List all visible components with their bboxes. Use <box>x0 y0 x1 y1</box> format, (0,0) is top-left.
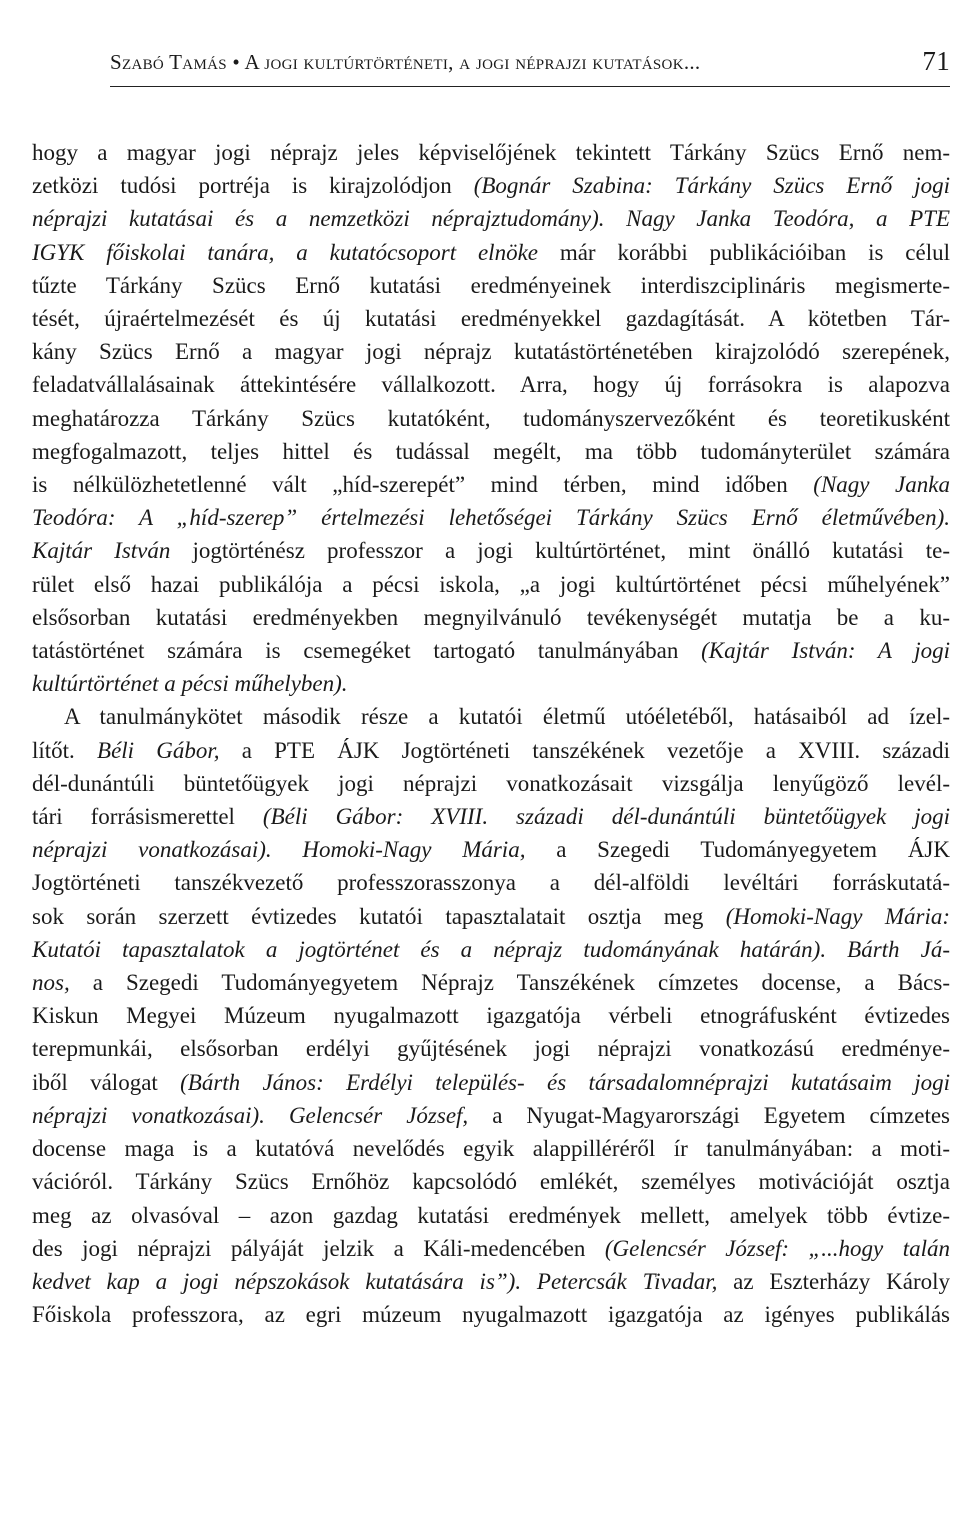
italic-text-run: Kajtár István <box>32 538 171 564</box>
text-run: lítőt. <box>32 737 98 763</box>
text-run: a Nyugat-Magyarországi Egyetem címzetes <box>468 1102 950 1128</box>
text-run: dél-dunántúli büntetőügyek jogi néprajzi vonatkozásait vizsgálja lenyűgöző levél- <box>32 770 950 796</box>
text-run: terepmunkái, elsősorban erdélyi gyűjtésének jogi néprajzi vonatkozású eredménye- <box>32 1036 950 1062</box>
text-run: is nélkülözhetetlenné vált „híd-szerepét” mind térben, mind időben <box>32 472 814 498</box>
text-run: zetközi tudósi portréja is kirajzolódjon <box>32 173 474 199</box>
text-run: vációról. Tárkány Szücs Ernőhöz kapcsolódó emlékét, személyes motivációját osztja <box>32 1169 950 1195</box>
text-line <box>32 202 950 235</box>
italic-text-run: (Nagy Janka <box>813 472 950 498</box>
text-line <box>32 700 950 733</box>
text-line <box>32 435 950 468</box>
italic-text-run: (Bognár Szabina: Tárkány Szücs Ernő jogi <box>473 173 950 199</box>
text-line <box>32 1232 950 1265</box>
italic-text-run: (Kajtár István: A jogi <box>701 638 950 664</box>
text-line <box>32 1032 950 1065</box>
text-line <box>32 900 950 933</box>
text-line <box>32 236 950 269</box>
text-line <box>32 1099 950 1132</box>
italic-text-run: néprajzi vonatkozásai). Gelencsér József, <box>32 1102 469 1128</box>
text-line <box>32 1066 950 1099</box>
text-line <box>32 1165 950 1198</box>
italic-text-run: Teodóra: A „híd-szerep” értelmezési lehetőségei Tárkány Szücs Ernő életművében). <box>32 505 950 531</box>
text-line <box>32 368 950 401</box>
body-text <box>32 136 950 1331</box>
text-run: tári forrásismerettel <box>32 804 263 830</box>
text-line <box>32 601 950 634</box>
text-run: meghatározza Tárkány Szücs kutatóként, tudományszervezőként és teoretikusként <box>32 405 950 431</box>
text-run: tését, újraértelmezését és új kutatási eredményekkel gazdagítását. A kötetben Tár- <box>32 306 950 332</box>
text-line <box>32 1132 950 1165</box>
text-run: a PTE ÁJK Jogtörténeti tanszékének vezetője a XVIII. századi <box>219 737 950 763</box>
italic-text-run: nos, <box>32 970 70 996</box>
text-line <box>32 169 950 202</box>
text-run: meg az olvasóval – azon gazdag kutatási eredmények mellett, amelyek több évtize- <box>32 1202 950 1228</box>
italic-text-run: IGYK főiskolai tanára, a kutatócsoport elnöke <box>32 239 538 265</box>
text-run: kány Szücs Ernő a magyar jogi néprajz kutatástörténetében kirajzolódó szerepének, <box>32 339 950 365</box>
text-line <box>32 833 950 866</box>
italic-text-run: kultúrtörténet a pécsi műhelyben). <box>32 671 348 697</box>
text-line <box>32 501 950 534</box>
text-run: des jogi néprajzi pályáját jelzik a Káli-medencében <box>32 1235 605 1261</box>
text-run: docense maga is a kutatóvá nevelődés egyik alappilléréről ír tanulmányában: a moti- <box>32 1136 950 1162</box>
text-run: a Szegedi Tudományegyetem Néprajz Tanszékének címzetes docense, a Bács- <box>69 970 950 996</box>
text-run: Főiskola professzora, az egri múzeum nyugalmazott igazgatója az igényes publikálás <box>32 1302 950 1328</box>
header-rule <box>110 86 950 87</box>
text-line <box>32 402 950 435</box>
text-run: sok során szerzett évtizedes kutatói tapasztalatait osztja meg <box>32 903 726 929</box>
italic-text-run: néprajzi vonatkozásai). Homoki-Nagy Mária, <box>32 837 526 863</box>
text-line <box>32 800 950 833</box>
text-line <box>32 568 950 601</box>
page-number: 71 <box>922 46 950 76</box>
text-line <box>32 269 950 302</box>
text-line <box>32 667 950 700</box>
text-run: feladatvállalásainak áttekintésére vállalkozott. Arra, hogy új forrásokra is alapozva <box>32 372 950 398</box>
text-line <box>32 534 950 567</box>
text-line <box>32 999 950 1032</box>
text-run: az Eszterházy Károly <box>717 1268 950 1294</box>
text-line <box>32 302 950 335</box>
text-run: tatástörténet számára is csemegéket tartogató tanulmányában <box>32 638 702 664</box>
italic-text-run: Kutatói tapasztalatok a jogtörténet és a néprajz tudományának határán). Bárth Já- <box>32 936 950 962</box>
text-line <box>32 468 950 501</box>
text-line <box>32 335 950 368</box>
text-line <box>32 1199 950 1232</box>
text-run: megfogalmazott, teljes hittel és tudással megélt, ma több tudományterület számára <box>32 438 950 464</box>
italic-text-run: néprajzi kutatásai és a nemzetközi néprajztudomány). Nagy Janka Teodóra, a PTE <box>32 206 950 232</box>
text-run: a Szegedi Tudományegyetem ÁJK <box>525 837 950 863</box>
italic-text-run: kedvet kap a jogi népszokások kutatására is”). Petercsák Tivadar, <box>32 1268 718 1294</box>
text-line <box>32 767 950 800</box>
text-line <box>32 866 950 899</box>
text-run: tűzte Tárkány Szücs Ernő kutatási eredményeinek interdiszciplináris megismerte- <box>32 272 950 298</box>
text-run: Jogtörténeti tanszékvezető professzorasszonya a dél-alföldi levéltári forráskutatá- <box>32 870 950 896</box>
text-run: A tanulmánykötet második része a kutatói életmű utóéletéből, hatásaiból ad ízel- <box>64 704 950 730</box>
text-run: hogy a magyar jogi néprajz jeles képviselőjének tekintett Tárkány Szücs Ernő nem- <box>32 140 950 165</box>
italic-text-run: (Homoki-Nagy Mária: <box>725 903 950 929</box>
italic-text-run: (Gelencsér József: „...hogy talán <box>604 1235 950 1261</box>
running-title: Szabó Tamás • A jogi kultúrtörténeti, a jogi néprajzi kutatások... <box>110 50 701 74</box>
text-run: iből válogat <box>32 1069 181 1095</box>
text-line <box>32 734 950 767</box>
italic-text-run: Béli Gábor, <box>97 737 220 763</box>
text-run: már korábbi publikációiban is célul <box>537 239 950 265</box>
text-line <box>32 634 950 667</box>
running-header <box>110 46 950 76</box>
text-line <box>32 1265 950 1298</box>
italic-text-run: (Béli Gábor: XVIII. századi dél-dunántúli büntetőügyek jogi <box>262 804 950 830</box>
text-run: elsősorban kutatási eredményekben megnyilvánuló tevékenységét mutatja be a ku- <box>32 604 950 630</box>
text-run: rület első hazai publikálója a pécsi iskola, „a jogi kultúrtörténet pécsi műhelyének” <box>32 571 950 597</box>
italic-text-run: (Bárth János: Erdélyi település- és társadalomnéprajzi kutatásaim jogi <box>180 1069 950 1095</box>
text-run: jogtörténész professzor a jogi kultúrtörténet, mint önálló kutatási te- <box>170 538 951 564</box>
text-line <box>32 966 950 999</box>
text-run: Kiskun Megyei Múzeum nyugalmazott igazgatója vérbeli etnográfusként évtizedes <box>32 1003 950 1029</box>
text-line <box>32 1298 950 1331</box>
text-line <box>32 933 950 966</box>
text-line <box>32 136 950 169</box>
